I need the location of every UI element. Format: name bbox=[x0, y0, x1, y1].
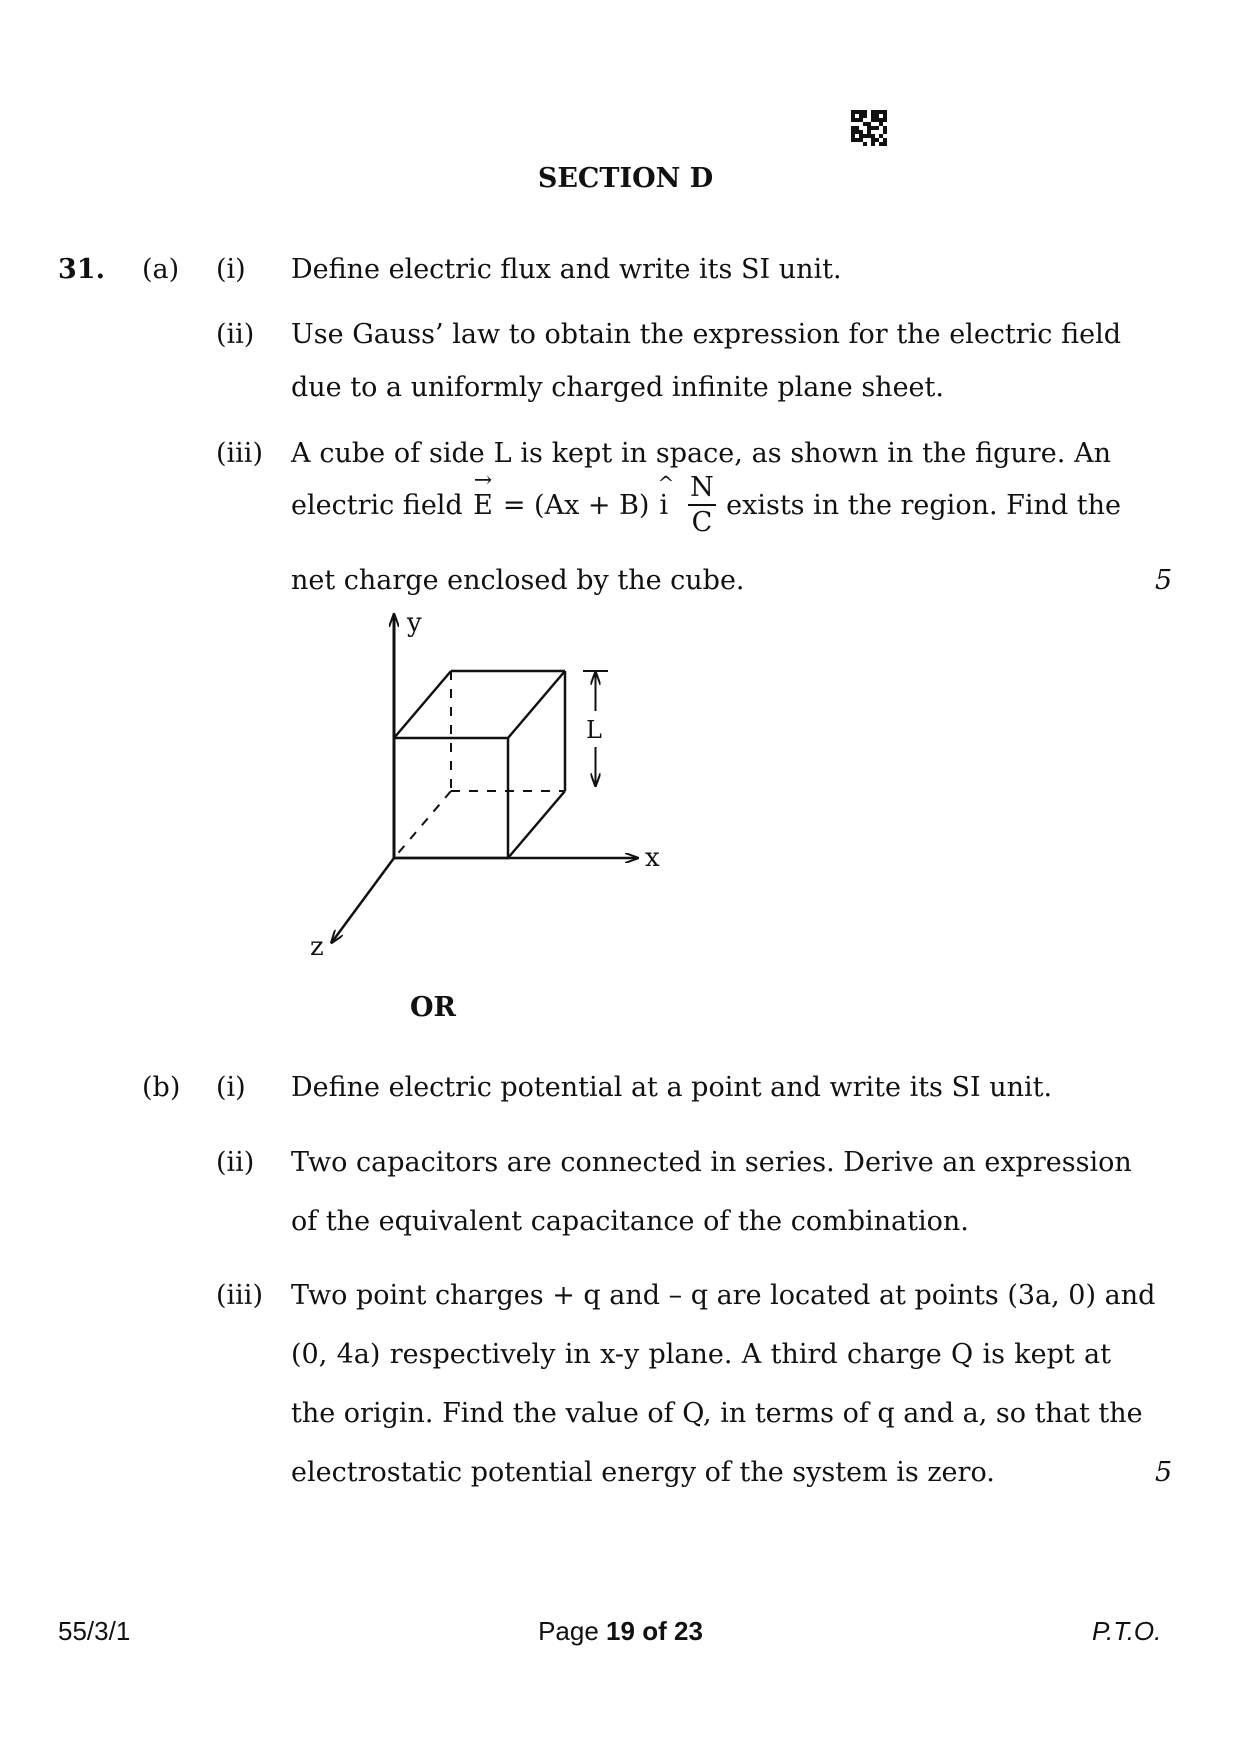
cube-figure bbox=[310, 605, 690, 975]
hidden-edge bbox=[394, 791, 451, 858]
page-indicator bbox=[0, 1618, 1241, 1644]
part-b-iii-line-3: the origin. Find the value of Q, in terms of q and a, so that the bbox=[291, 1398, 1143, 1429]
page-total: 23 bbox=[673, 1616, 703, 1646]
or-divider: OR bbox=[410, 992, 456, 1023]
section-title: SECTION D bbox=[537, 163, 714, 194]
fraction-numerator: N bbox=[688, 474, 716, 506]
part-a-label: (a) bbox=[142, 254, 180, 285]
part-b-iii-line-2: (0, 4a) respectively in x-y plane. A third charge Q is kept at bbox=[291, 1339, 1111, 1370]
field-intro: electric field bbox=[291, 489, 463, 521]
field-expression: = (Ax + B) bbox=[502, 489, 650, 521]
part-b-ii-line-2: of the equivalent capacitance of the combination. bbox=[291, 1206, 969, 1237]
unit-vector-hat: ^ bbox=[657, 470, 675, 495]
unit-vector-i: ^ i bbox=[657, 470, 675, 521]
paper-code: 55/3/1 bbox=[58, 1616, 131, 1646]
pto-label: P.T.O. bbox=[1092, 1616, 1162, 1646]
part-a-i-text: Define electric flux and write its SI unit. bbox=[291, 254, 842, 285]
part-a-iii-line-2 bbox=[291, 467, 1121, 540]
part-b-label: (b) bbox=[142, 1072, 181, 1103]
part-b-marks: 5 bbox=[1155, 1457, 1173, 1488]
part-b-ii-line-1: Two capacitors are connected in series. Derive an expression bbox=[291, 1147, 1132, 1178]
page-current: 19 bbox=[606, 1616, 635, 1646]
part-a-iii-label: (iii) bbox=[216, 438, 263, 469]
part-a-ii-line-2: due to a uniformly charged infinite plane sheet. bbox=[291, 372, 944, 403]
vector-e: → E bbox=[473, 467, 493, 521]
part-b-iii-line-1: Two point charges + q and – q are located at points (3a, 0) and bbox=[291, 1280, 1156, 1311]
qr-code bbox=[851, 110, 887, 146]
page-word: Page bbox=[538, 1616, 599, 1646]
part-b-iii-line-4: electrostatic potential energy of the system is zero. bbox=[291, 1457, 995, 1488]
part-a-iii-line-1: A cube of side L is kept in space, as shown in the figure. An bbox=[291, 438, 1111, 469]
part-a-i-label: (i) bbox=[216, 254, 246, 285]
part-b-ii-label: (ii) bbox=[216, 1147, 255, 1178]
part-b-i-text: Define electric potential at a point and write its SI unit. bbox=[291, 1072, 1053, 1103]
part-a-iii-line-3: net charge enclosed by the cube. bbox=[291, 565, 745, 596]
part-b-iii-label: (iii) bbox=[216, 1280, 263, 1311]
field-equation bbox=[473, 467, 716, 538]
z-axis bbox=[332, 858, 394, 942]
y-axis-label: y bbox=[407, 608, 422, 638]
side-length-label: L bbox=[586, 716, 602, 744]
part-a-ii-line-1: Use Gauss’ law to obtain the expression for the electric field bbox=[291, 319, 1121, 350]
unit-fraction bbox=[688, 474, 716, 536]
fraction-denominator: C bbox=[691, 507, 713, 538]
vector-arrow: → bbox=[473, 467, 493, 493]
z-axis-label: z bbox=[310, 932, 324, 962]
cube-front-face bbox=[394, 738, 508, 858]
part-a-marks: 5 bbox=[1155, 565, 1173, 596]
page-of: of bbox=[642, 1616, 667, 1646]
part-b-i-label: (i) bbox=[216, 1072, 246, 1103]
field-region-text: exists in the region. Find the bbox=[726, 489, 1121, 521]
question-number: 31. bbox=[58, 254, 105, 285]
x-axis-label: x bbox=[645, 843, 660, 873]
part-a-ii-label: (ii) bbox=[216, 319, 255, 350]
